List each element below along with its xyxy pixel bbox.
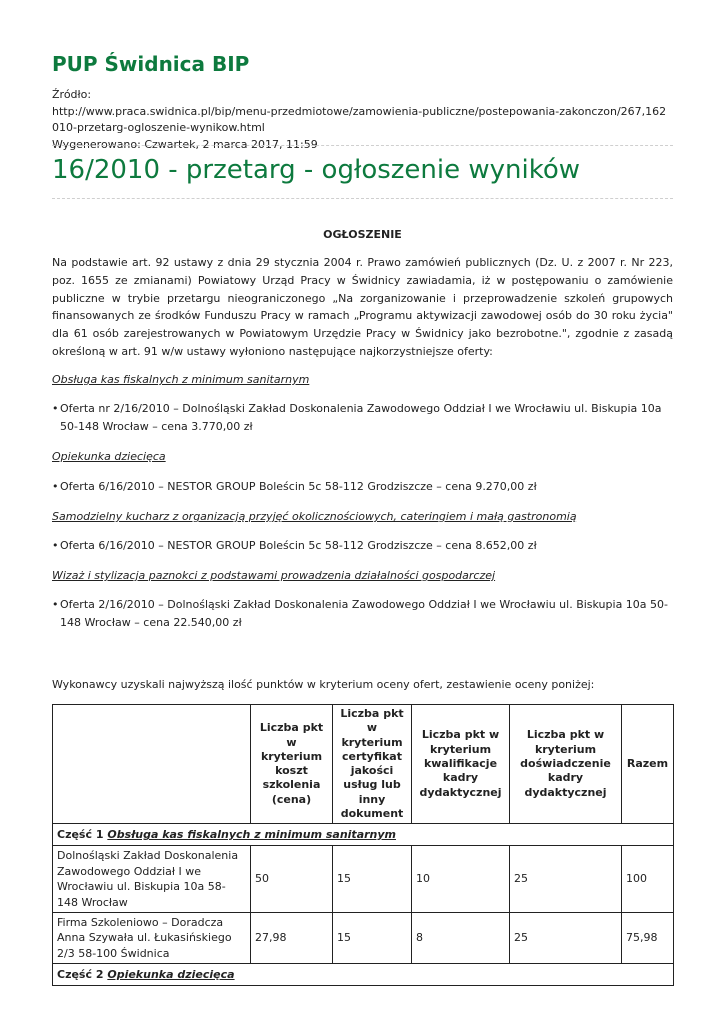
column-header <box>53 705 251 824</box>
table-cell: 10 <box>412 846 510 913</box>
list-item <box>52 400 673 435</box>
table-cell: 25 <box>510 846 622 913</box>
column-header: Liczba pkt w kryterium doświadczenie kadry dydaktycznej <box>510 705 622 824</box>
table-cell: 15 <box>333 846 412 913</box>
intro-paragraph: Na podstawie art. 92 ustawy z dnia 29 stycznia 2004 r. Prawo zamówień publicznych (Dz. U. z 2007 r. Nr 223, poz. 1655 ze zmianami) Powiatowy Urząd Pracy w Świdnicy zawiadamia, iż w postępowaniu o zamówienie publiczne w trybie przetargu nieograniczonego „Na zorganizowanie i przeprowadzenie szkoleń grupowych finansowanych ze środków Funduszu Pracy w ramach „Programu aktywizacji zawodowej osób do 30 roku życia" dla 61 osób zarejestrowanych w Powiatowym Urzędzie Pracy w Świdnicy jako bezrobotne.", zgodnie z zasadą określoną w art. 91 w/w ustawy wyłoniono następujące najkorzystniejsze oferty: <box>52 256 673 359</box>
section-title: Obsługa kas fiskalnych z minimum sanitarnym <box>52 373 310 386</box>
offer-text: Oferta 6/16/2010 – NESTOR GROUP Boleścin 5c 58-112 Grodziszcze – cena 8.652,00 zł <box>60 539 537 552</box>
section-title: Opiekunka dziecięca <box>52 450 166 463</box>
part-label: Część 1 <box>57 828 104 842</box>
offer-text: Oferta 6/16/2010 – NESTOR GROUP Boleścin 5c 58-112 Grodziszcze – cena 9.270,00 zł <box>60 480 537 493</box>
site-title: PUP Świdnica BIP <box>52 52 250 76</box>
source-url: http://www.praca.swidnica.pl/bip/menu-przedmiotowe/zamowienia-publiczne/postepowania-zakonczon/267,162010-przetarg-ogloszenie-wynikow.html <box>52 104 667 134</box>
section-title: Wizaż i stylizacja paznokci z podstawami prowadzenia działalności gospodarczej <box>52 569 496 582</box>
list-item <box>52 537 673 555</box>
list-item <box>52 478 673 496</box>
generated-date: Wygenerowano: Czwartek, 2 marca 2017, 11:59 <box>52 137 318 151</box>
results-table <box>52 704 674 986</box>
section-title: Samodzielny kucharz z organizacją przyjęć okolicznościowych, cateringiem i małą gastronomią <box>52 510 577 523</box>
announcement-heading: OGŁOSZENIE <box>323 228 402 241</box>
divider <box>52 145 673 146</box>
bullet-icon: • <box>52 402 59 415</box>
table-cell: 50 <box>251 846 333 913</box>
table-cell: Firma Szkoleniowo – Doradcza Anna Szywała ul. Łukasińskiego 2/3 58-100 Świdnica <box>53 912 251 963</box>
table-header-row <box>53 705 674 824</box>
column-header: Liczba pkt w kryterium certyfikat jakości usług lub inny dokument <box>333 705 412 824</box>
column-header: Liczba pkt w kryterium koszt szkolenia (cena) <box>251 705 333 824</box>
list-item <box>52 596 673 631</box>
table-cell: 75,98 <box>622 912 674 963</box>
table-row <box>53 846 674 913</box>
part-cell <box>53 824 674 846</box>
part-name: Opiekunka dziecięca <box>107 967 235 981</box>
offer-text: Oferta 2/16/2010 – Dolnośląski Zakład Doskonalenia Zawodowego Oddział I we Wrocławiu ul. Biskupia 10a 50-148 Wrocław – cena 22.540,00 zł <box>60 598 669 629</box>
column-header: Liczba pkt w kryterium kwalifikacje kadry dydaktycznej <box>412 705 510 824</box>
part-label: Część 2 <box>57 967 104 981</box>
table-cell: 100 <box>622 846 674 913</box>
table-cell: 8 <box>412 912 510 963</box>
bullet-icon: • <box>52 598 59 611</box>
table-cell: 27,98 <box>251 912 333 963</box>
bullet-icon: • <box>52 539 59 552</box>
divider <box>52 198 673 199</box>
summary-text: Wykonawcy uzyskali najwyższą ilość punktów w kryterium oceny ofert, zestawienie oceny poniżej: <box>52 678 595 691</box>
table-cell: 15 <box>333 912 412 963</box>
table-part-row <box>53 824 674 846</box>
part-cell <box>53 964 674 986</box>
part-name: Obsługa kas fiskalnych z minimum sanitarnym <box>107 828 397 842</box>
table-cell: Dolnośląski Zakład Doskonalenia Zawodowego Oddział I we Wrocławiu ul. Biskupia 10a 58-148 Wrocław <box>53 846 251 913</box>
page-title: 16/2010 - przetarg - ogłoszenie wyników <box>52 155 581 185</box>
source-label: Źródło: <box>52 88 92 101</box>
meta-info <box>52 87 673 153</box>
table-row <box>53 912 674 963</box>
table-cell: 25 <box>510 912 622 963</box>
table-part-row <box>53 964 674 986</box>
column-header: Razem <box>622 705 674 824</box>
bullet-icon: • <box>52 480 59 493</box>
offer-text: Oferta nr 2/16/2010 – Dolnośląski Zakład Doskonalenia Zawodowego Oddział I we Wrocławiu ul. Biskupia 10a 50-148 Wrocław – cena 3.770,00 zł <box>60 402 662 433</box>
